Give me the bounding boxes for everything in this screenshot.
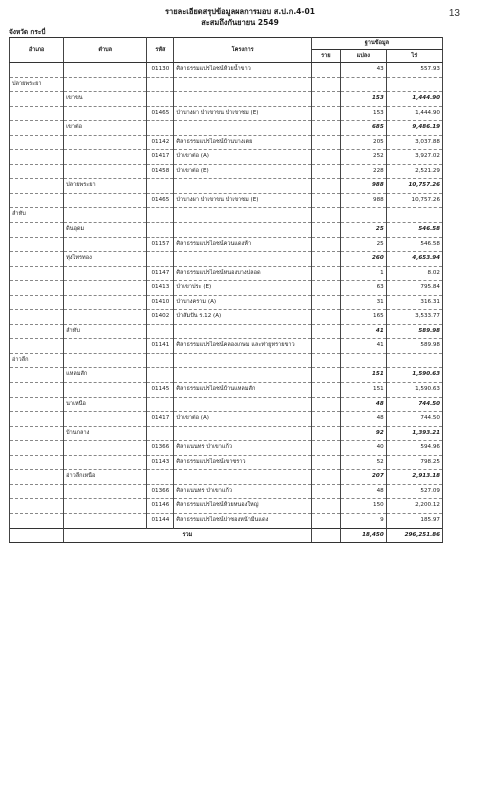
amphoe-row xyxy=(10,77,443,92)
cell-area: 1,444.90 xyxy=(386,106,442,121)
tambon-subtotal-row xyxy=(10,92,443,107)
cell-code xyxy=(147,353,174,368)
cell-amphoe xyxy=(10,63,64,78)
cell-rai xyxy=(311,223,340,238)
cell-amphoe xyxy=(10,455,64,470)
cell-plots: 207 xyxy=(340,470,386,485)
cell-tambon: อ่าวลึกเหนือ xyxy=(64,470,147,485)
cell-code xyxy=(147,324,174,339)
total-area: 296,251.86 xyxy=(386,528,442,543)
cell-project xyxy=(174,397,311,412)
title-line-1: รายละเอียดสรุปข้อมูลผลการมอบ ส.ป.ก.4-01 xyxy=(165,7,315,16)
cell-rai xyxy=(311,208,340,223)
cell-amphoe xyxy=(10,164,64,179)
cell-plots: 260 xyxy=(340,252,386,267)
cell-tambon xyxy=(64,208,147,223)
cell-tambon xyxy=(64,77,147,92)
cell-amphoe xyxy=(10,193,64,208)
cell-project: ป่าสัมปัน ร.12 (A) xyxy=(174,310,311,325)
tambon-subtotal-row xyxy=(10,368,443,383)
cell-code: 01366 xyxy=(147,441,174,456)
cell-area: 9,486.19 xyxy=(386,121,442,136)
project-row xyxy=(10,295,443,310)
cell-area: 1,444.90 xyxy=(386,92,442,107)
total-rai xyxy=(311,528,340,543)
cell-rai xyxy=(311,455,340,470)
cell-project: ศิลาแนนทร ป่าเขาแก้ว xyxy=(174,441,311,456)
header-project: โครงการ xyxy=(174,38,311,63)
cell-plots: 52 xyxy=(340,455,386,470)
cell-amphoe xyxy=(10,484,64,499)
cell-code: 01144 xyxy=(147,513,174,528)
cell-project: ศิลาธรรมแปรไอชน์ห้วยน้ำขาว xyxy=(174,63,311,78)
cell-plots xyxy=(340,353,386,368)
cell-tambon xyxy=(64,135,147,150)
cell-rai xyxy=(311,281,340,296)
cell-rai xyxy=(311,310,340,325)
cell-amphoe xyxy=(10,499,64,514)
amphoe-row xyxy=(10,353,443,368)
cell-project: ศิลาธรรมแปรไอชน์ห้วยหนองใหญ่ xyxy=(174,499,311,514)
cell-amphoe xyxy=(10,368,64,383)
cell-area: 594.96 xyxy=(386,441,442,456)
cell-amphoe xyxy=(10,310,64,325)
cell-rai xyxy=(311,266,340,281)
cell-plots: 988 xyxy=(340,179,386,194)
cell-rai xyxy=(311,513,340,528)
cell-code: 01458 xyxy=(147,164,174,179)
cell-plots: 92 xyxy=(340,426,386,441)
tambon-subtotal-row xyxy=(10,324,443,339)
table-header xyxy=(10,38,443,63)
tambon-subtotal-row xyxy=(10,397,443,412)
cell-code xyxy=(147,92,174,107)
cell-code xyxy=(147,121,174,136)
cell-tambon xyxy=(64,499,147,514)
cell-rai xyxy=(311,470,340,485)
cell-rai xyxy=(311,368,340,383)
cell-area: 589.98 xyxy=(386,324,442,339)
cell-rai xyxy=(311,92,340,107)
cell-project: ป่าเขาต่อ (A) xyxy=(174,412,311,427)
report-title xyxy=(0,6,480,28)
cell-rai xyxy=(311,237,340,252)
cell-tambon: ทุ่งไทรทอง xyxy=(64,252,147,267)
cell-plots: 151 xyxy=(340,383,386,398)
cell-amphoe xyxy=(10,179,64,194)
province-label: จังหวัด กระบี่ xyxy=(9,28,46,36)
cell-project xyxy=(174,426,311,441)
cell-code: 01143 xyxy=(147,455,174,470)
cell-amphoe xyxy=(10,470,64,485)
header-area: ไร่ xyxy=(386,50,442,63)
cell-rai xyxy=(311,252,340,267)
cell-project: ป่าเขาต่อ (E) xyxy=(174,164,311,179)
cell-project xyxy=(174,208,311,223)
cell-area: 10,757.26 xyxy=(386,179,442,194)
cell-amphoe xyxy=(10,121,64,136)
project-row xyxy=(10,499,443,514)
cell-plots: 153 xyxy=(340,106,386,121)
cell-project xyxy=(174,121,311,136)
cell-rai xyxy=(311,383,340,398)
cell-code: 01465 xyxy=(147,193,174,208)
cell-rai xyxy=(311,499,340,514)
tambon-subtotal-row xyxy=(10,252,443,267)
cell-area: 2,521.29 xyxy=(386,164,442,179)
cell-area: 744.50 xyxy=(386,397,442,412)
cell-amphoe xyxy=(10,397,64,412)
cell-project: ป่าบางผา ป่าเขาขน ป่าเขาซม (E) xyxy=(174,106,311,121)
cell-project: ป่าบางผา ป่าเขาขน ป่าเขาซม (E) xyxy=(174,193,311,208)
cell-area: 316.31 xyxy=(386,295,442,310)
project-row xyxy=(10,281,443,296)
cell-plots xyxy=(340,77,386,92)
cell-area xyxy=(386,208,442,223)
cell-tambon xyxy=(64,353,147,368)
cell-code: 01417 xyxy=(147,412,174,427)
cell-area: 546.58 xyxy=(386,237,442,252)
cell-tambon xyxy=(64,164,147,179)
cell-tambon xyxy=(64,513,147,528)
cell-area: 527.09 xyxy=(386,484,442,499)
cell-area: 1,393.21 xyxy=(386,426,442,441)
cell-plots: 43 xyxy=(340,63,386,78)
cell-tambon xyxy=(64,150,147,165)
cell-amphoe xyxy=(10,266,64,281)
cell-rai xyxy=(311,63,340,78)
cell-amphoe xyxy=(10,383,64,398)
cell-amphoe xyxy=(10,150,64,165)
cell-project: ป่าเขาต่อ (A) xyxy=(174,150,311,165)
project-row xyxy=(10,164,443,179)
total-row xyxy=(10,528,443,543)
cell-plots: 41 xyxy=(340,324,386,339)
cell-plots: 153 xyxy=(340,92,386,107)
amphoe-row xyxy=(10,208,443,223)
cell-rai xyxy=(311,135,340,150)
cell-plots: 252 xyxy=(340,150,386,165)
cell-rai xyxy=(311,441,340,456)
cell-amphoe: อ่าวลึก xyxy=(10,353,64,368)
cell-plots: 31 xyxy=(340,295,386,310)
cell-plots: 1 xyxy=(340,266,386,281)
cell-tambon xyxy=(64,412,147,427)
project-row xyxy=(10,237,443,252)
cell-code: 01142 xyxy=(147,135,174,150)
cell-tambon xyxy=(64,383,147,398)
cell-project: ศิลาธรรมแปรไอชน์ควนแดงห้า xyxy=(174,237,311,252)
cell-amphoe xyxy=(10,441,64,456)
cell-code: 01413 xyxy=(147,281,174,296)
cell-plots: 40 xyxy=(340,441,386,456)
cell-rai xyxy=(311,426,340,441)
cell-code xyxy=(147,77,174,92)
report-table xyxy=(9,37,443,543)
tambon-subtotal-row xyxy=(10,121,443,136)
cell-rai xyxy=(311,193,340,208)
cell-area: 3,533.77 xyxy=(386,310,442,325)
cell-area: 546.58 xyxy=(386,223,442,238)
cell-code xyxy=(147,470,174,485)
cell-tambon xyxy=(64,310,147,325)
cell-area: 1,590.63 xyxy=(386,368,442,383)
cell-project xyxy=(174,223,311,238)
cell-area: 795.84 xyxy=(386,281,442,296)
cell-code: 01465 xyxy=(147,106,174,121)
cell-plots: 165 xyxy=(340,310,386,325)
cell-amphoe xyxy=(10,252,64,267)
cell-plots: 41 xyxy=(340,339,386,354)
project-row xyxy=(10,135,443,150)
cell-code xyxy=(147,426,174,441)
cell-code: 01130 xyxy=(147,63,174,78)
cell-amphoe xyxy=(10,223,64,238)
cell-plots: 48 xyxy=(340,397,386,412)
cell-tambon xyxy=(64,193,147,208)
cell-tambon: เขาต่อ xyxy=(64,121,147,136)
cell-rai xyxy=(311,77,340,92)
header-tambon: ตำบล xyxy=(64,38,147,63)
cell-project xyxy=(174,353,311,368)
cell-project xyxy=(174,92,311,107)
cell-tambon xyxy=(64,484,147,499)
cell-plots: 48 xyxy=(340,412,386,427)
cell-code xyxy=(147,368,174,383)
cell-amphoe xyxy=(10,339,64,354)
cell-amphoe xyxy=(10,295,64,310)
cell-amphoe xyxy=(10,135,64,150)
cell-plots: 9 xyxy=(340,513,386,528)
cell-plots: 988 xyxy=(340,193,386,208)
project-row xyxy=(10,266,443,281)
cell-plots: 205 xyxy=(340,135,386,150)
cell-project: ศิลาธรรมแปรไอชน์ปาซองหน้ามีนแดง xyxy=(174,513,311,528)
cell-tambon: ปลายพระยา xyxy=(64,179,147,194)
cell-area: 557.93 xyxy=(386,63,442,78)
cell-tambon xyxy=(64,295,147,310)
cell-rai xyxy=(311,412,340,427)
cell-rai xyxy=(311,324,340,339)
cell-plots: 685 xyxy=(340,121,386,136)
cell-rai xyxy=(311,150,340,165)
cell-tambon xyxy=(64,237,147,252)
cell-project xyxy=(174,179,311,194)
cell-code: 01141 xyxy=(147,339,174,354)
cell-amphoe xyxy=(10,513,64,528)
title-line-2: สะสมถึงกันยายน 2549 xyxy=(201,18,279,27)
project-row xyxy=(10,63,443,78)
total-plots: 18,450 xyxy=(340,528,386,543)
cell-tambon: ดินอุดม xyxy=(64,223,147,238)
cell-area: 3,037.88 xyxy=(386,135,442,150)
total-label: รวม xyxy=(64,528,312,543)
cell-area: 589.98 xyxy=(386,339,442,354)
header-plots: แปลง xyxy=(340,50,386,63)
cell-area: 2,913.18 xyxy=(386,470,442,485)
cell-project xyxy=(174,324,311,339)
tambon-subtotal-row xyxy=(10,426,443,441)
cell-area xyxy=(386,77,442,92)
cell-tambon: ลำทับ xyxy=(64,324,147,339)
cell-tambon: เขาขน xyxy=(64,92,147,107)
cell-tambon xyxy=(64,339,147,354)
cell-amphoe: ปลายพระยา xyxy=(10,77,64,92)
cell-plots: 228 xyxy=(340,164,386,179)
cell-code: 01417 xyxy=(147,150,174,165)
cell-code: 01366 xyxy=(147,484,174,499)
cell-rai xyxy=(311,397,340,412)
cell-area: 4,653.94 xyxy=(386,252,442,267)
cell-rai xyxy=(311,106,340,121)
cell-amphoe xyxy=(10,237,64,252)
project-row xyxy=(10,441,443,456)
cell-area: 10,757.26 xyxy=(386,193,442,208)
cell-code: 01410 xyxy=(147,295,174,310)
cell-plots: 150 xyxy=(340,499,386,514)
cell-area: 798.25 xyxy=(386,455,442,470)
cell-tambon xyxy=(64,281,147,296)
project-row xyxy=(10,455,443,470)
cell-plots: 151 xyxy=(340,368,386,383)
total-amphoe-cell xyxy=(10,528,64,543)
cell-rai xyxy=(311,339,340,354)
cell-code: 01146 xyxy=(147,499,174,514)
cell-plots: 25 xyxy=(340,237,386,252)
cell-plots: 25 xyxy=(340,223,386,238)
cell-project: ศิลาแนนทร ป่าเขาแก้ว xyxy=(174,484,311,499)
cell-tambon xyxy=(64,441,147,456)
tambon-subtotal-row xyxy=(10,470,443,485)
cell-tambon xyxy=(64,63,147,78)
cell-project xyxy=(174,368,311,383)
cell-plots: 48 xyxy=(340,484,386,499)
cell-rai xyxy=(311,353,340,368)
cell-rai xyxy=(311,484,340,499)
cell-rai xyxy=(311,164,340,179)
cell-area: 1,590.63 xyxy=(386,383,442,398)
project-row xyxy=(10,150,443,165)
cell-amphoe: ลำทับ xyxy=(10,208,64,223)
project-row xyxy=(10,193,443,208)
cell-code: 01147 xyxy=(147,266,174,281)
page-number: 13 xyxy=(448,8,460,19)
header-amphoe: อำเภอ xyxy=(10,38,64,63)
cell-code xyxy=(147,397,174,412)
cell-amphoe xyxy=(10,412,64,427)
table-body xyxy=(10,63,443,529)
cell-area: 2,200.12 xyxy=(386,499,442,514)
project-row xyxy=(10,310,443,325)
cell-plots xyxy=(340,208,386,223)
cell-amphoe xyxy=(10,281,64,296)
cell-project: ศิลาธรรมแปรไอชน์คลองเกษม และท่ายูทรายขาว xyxy=(174,339,311,354)
cell-project xyxy=(174,252,311,267)
project-row xyxy=(10,383,443,398)
cell-code xyxy=(147,223,174,238)
header-rai: ราย xyxy=(311,50,340,63)
cell-project xyxy=(174,77,311,92)
cell-code: 01157 xyxy=(147,237,174,252)
header-database-group: ฐานข้อมูล xyxy=(311,38,442,50)
cell-tambon: บ้านกลาง xyxy=(64,426,147,441)
tambon-subtotal-row xyxy=(10,223,443,238)
project-row xyxy=(10,484,443,499)
cell-plots: 63 xyxy=(340,281,386,296)
cell-code xyxy=(147,179,174,194)
tambon-subtotal-row xyxy=(10,179,443,194)
cell-project: ป่าบางคราม (A) xyxy=(174,295,311,310)
cell-area xyxy=(386,353,442,368)
cell-tambon xyxy=(64,455,147,470)
cell-tambon xyxy=(64,106,147,121)
cell-code: 01402 xyxy=(147,310,174,325)
cell-project: ศิลาธรรมแปรไอชน์หนองบางปลอด xyxy=(174,266,311,281)
cell-code xyxy=(147,252,174,267)
cell-tambon: นาเหนือ xyxy=(64,397,147,412)
cell-rai xyxy=(311,179,340,194)
header-code: รหัส xyxy=(147,38,174,63)
cell-tambon: แหลมสัก xyxy=(64,368,147,383)
project-row xyxy=(10,339,443,354)
cell-project xyxy=(174,470,311,485)
cell-project: ศิลาธรรมแปรไอชน์เขาซราว xyxy=(174,455,311,470)
cell-area: 185.97 xyxy=(386,513,442,528)
cell-amphoe xyxy=(10,92,64,107)
cell-project: ศิลาธรรมแปรไอชน์บ้านแหลมสัก xyxy=(174,383,311,398)
cell-amphoe xyxy=(10,106,64,121)
cell-code xyxy=(147,208,174,223)
cell-project: ศิลาธรรมแปรไอชน์บ้านบางเตย xyxy=(174,135,311,150)
cell-code: 01145 xyxy=(147,383,174,398)
cell-amphoe xyxy=(10,324,64,339)
cell-rai xyxy=(311,121,340,136)
cell-area: 8.02 xyxy=(386,266,442,281)
cell-tambon xyxy=(64,266,147,281)
cell-amphoe xyxy=(10,426,64,441)
project-row xyxy=(10,513,443,528)
cell-area: 3,927.02 xyxy=(386,150,442,165)
cell-rai xyxy=(311,295,340,310)
project-row xyxy=(10,412,443,427)
cell-project: ป่าเขาประ (E) xyxy=(174,281,311,296)
project-row xyxy=(10,106,443,121)
cell-area: 744.50 xyxy=(386,412,442,427)
